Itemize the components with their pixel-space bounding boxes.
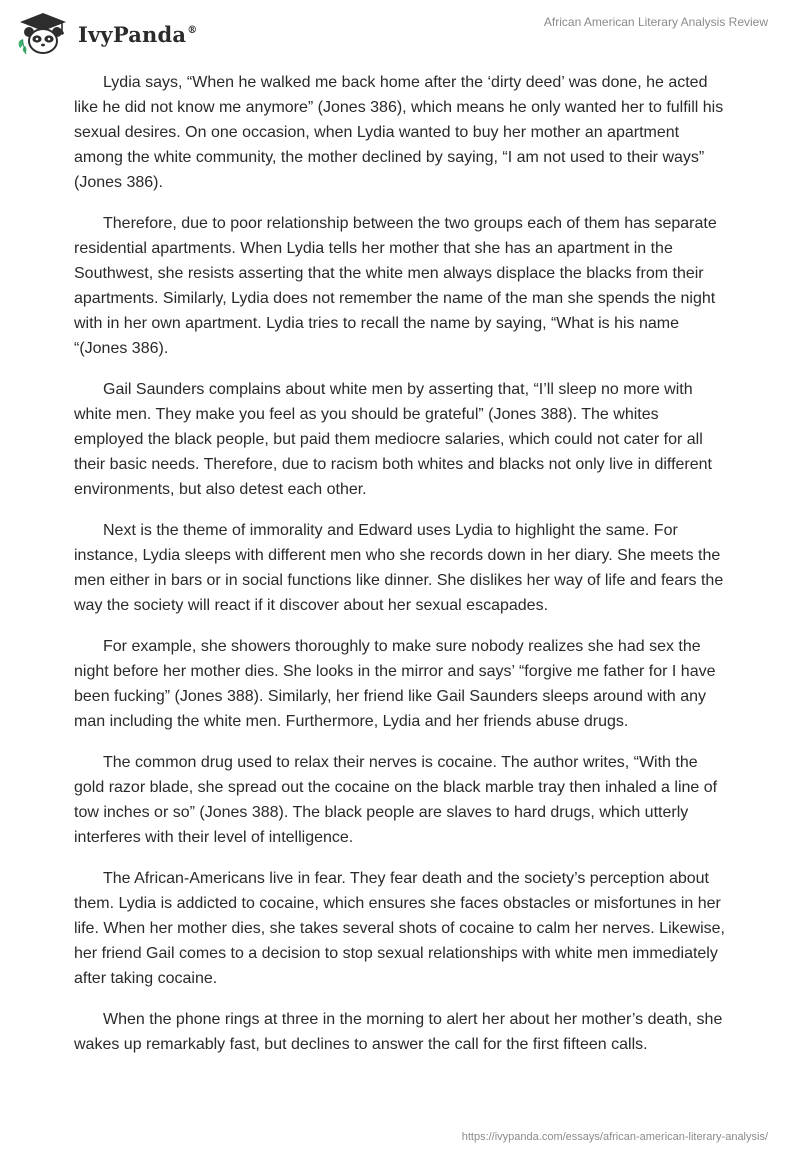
paragraph: When the phone rings at three in the morning to alert her about her mother’s death, she wakes up remarkably fast, but declines to answer the call for the first fifteen calls. bbox=[74, 1011, 723, 1053]
panda-graduation-cap-icon bbox=[16, 10, 70, 56]
essay-body bbox=[74, 70, 726, 1073]
document-title: African American Literary Analysis Review bbox=[543, 15, 768, 29]
page-header bbox=[0, 0, 800, 70]
brand-name: IvyPanda® bbox=[78, 21, 198, 47]
paragraph: Lydia says, “When he walked me back home after the ‘dirty deed’ was done, he acted like he did not know me anymore” (Jones 386), which means he only wanted her to fulfill his sexual desires. On one occasion, when Lydia wanted to buy her mother an apartment among the white community, the mother declined by saying, “I am not used to their ways” (Jones 386). bbox=[74, 74, 724, 191]
paragraph: The African-Americans live in fear. They fear death and the society’s perception about them. Lydia is addicted to cocaine, which ensures she faces obstacles or misfortunes in her life. When her mother dies, she takes several shots of cocaine to calm her nerves. Likewise, her friend Gail comes to a decision to stop sexual relationships with white men immediately after taking cocaine. bbox=[74, 870, 725, 987]
paragraph: Next is the theme of immorality and Edward uses Lydia to highlight the same. For instance, Lydia sleeps with different men who she records down in her diary. She meets the men either in bars or in social functions like dinner. She dislikes her way of life and fears the way the society will react if it discover about her sexual escapades. bbox=[74, 522, 724, 614]
paragraph: The common drug used to relax their nerves is cocaine. The author writes, “With the gold razor blade, she spread out the cocaine on the black marble tray then inhaled a line of tow inches or so” (Jones 388). The black people are slaves to hard drugs, which utterly interferes with their level of intelligence. bbox=[74, 754, 718, 846]
source-url[interactable]: https://ivypanda.com/essays/african-american-literary-analysis/ bbox=[461, 1131, 768, 1143]
paragraph: For example, she showers thoroughly to make sure nobody realizes she had sex the night before her mother dies. She looks in the mirror and says’ “forgive me father for I have been fucking” (Jones 388). Similarly, her friend like Gail Saunders sleeps around with any man including the white men. Furthermore, Lydia and her friends abuse drugs. bbox=[74, 638, 716, 730]
paragraph: Therefore, due to poor relationship between the two groups each of them has separate residential apartments. When Lydia tells her mother that she has an apartment in the Southwest, she resists asserting that the white men always displace the blacks from their apartments. Similarly, Lydia does not remember the name of the man she spends the night with in her own apartment. Lydia tries to recall the name by saying, “What is his name “(Jones 386). bbox=[74, 215, 717, 357]
paragraph: Gail Saunders complains about white men by asserting that, “I’ll sleep no more with white men. They make you feel as you should be grateful” (Jones 388). The whites employed the black people, but paid them mediocre salaries, which could not cater for all their basic needs. Therefore, due to racism both whites and blacks not only live in different environments, but also detest each other. bbox=[74, 381, 712, 498]
ivypanda-logo[interactable] bbox=[16, 10, 197, 56]
